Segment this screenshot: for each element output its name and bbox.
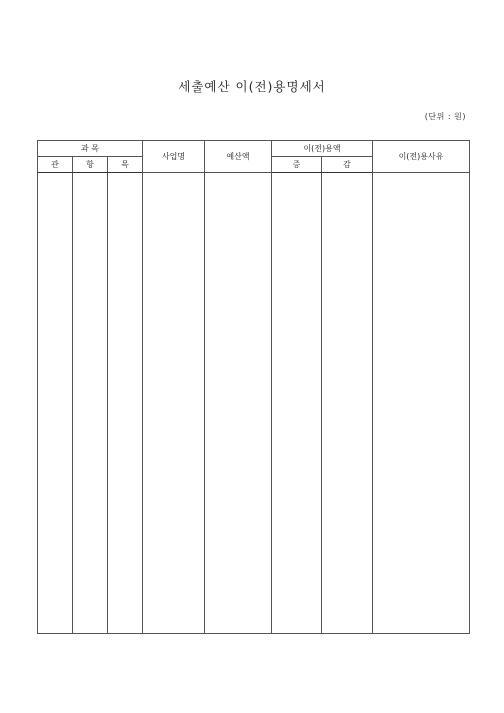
- cell-hang[interactable]: [73, 173, 108, 634]
- header-ijeonyongaek: 이(전)용액: [272, 141, 373, 157]
- cell-gam[interactable]: [322, 173, 373, 634]
- header-jeung: 증: [272, 157, 322, 173]
- header-yesanaek: 예산액: [205, 141, 272, 173]
- header-row-1: [38, 141, 470, 157]
- cell-saeopmyeong[interactable]: [143, 173, 205, 634]
- header-gwamok: 과 목: [38, 141, 143, 157]
- cell-jeung[interactable]: [272, 173, 322, 634]
- cell-mok[interactable]: [108, 173, 143, 634]
- document-title: 세출예산 이(전)용명세서: [178, 79, 326, 94]
- header-gwan: 관: [38, 157, 73, 173]
- header-hang: 항: [73, 157, 108, 173]
- cell-yesanaek[interactable]: [205, 173, 272, 634]
- cell-ijeonyongsayu[interactable]: [373, 173, 470, 634]
- unit-note: (단위 : 원): [424, 112, 466, 121]
- cell-gwan[interactable]: [38, 173, 73, 634]
- header-saeopmyeong: 사업명: [143, 141, 205, 173]
- header-ijeonyongsayu: 이(전)용사유: [373, 141, 470, 173]
- table-body-row: [38, 173, 470, 634]
- header-mok: 목: [108, 157, 143, 173]
- transfer-statement-table: [37, 140, 470, 634]
- header-gam: 감: [322, 157, 373, 173]
